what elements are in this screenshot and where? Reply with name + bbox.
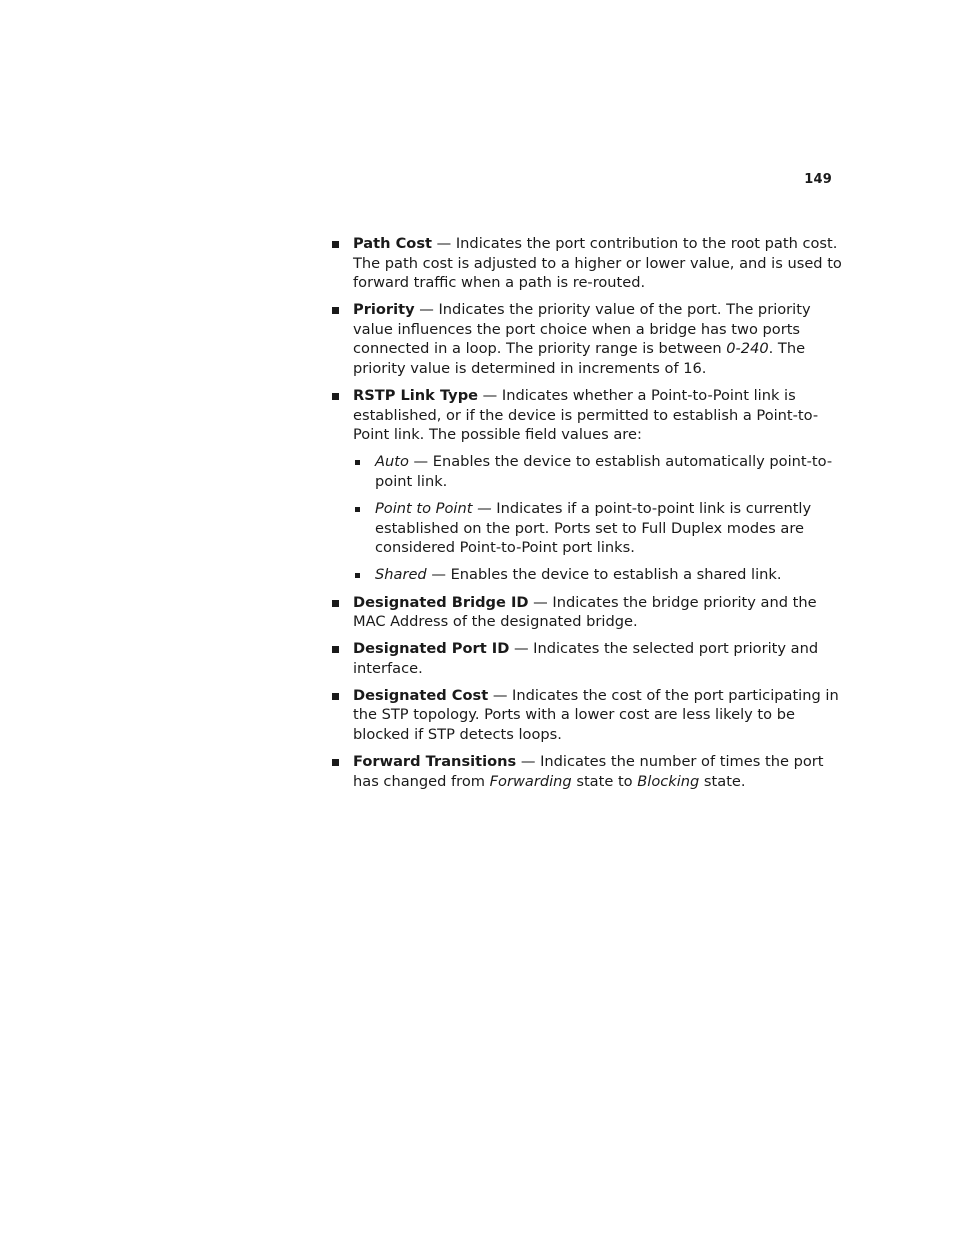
value-label: Auto [375, 453, 409, 471]
list-item-rstp-link-type [353, 386, 845, 585]
small-square-bullet-icon [355, 573, 360, 578]
list-item-designated-cost [353, 686, 845, 745]
priority-range: 0-240 [726, 340, 769, 358]
list-item-designated-bridge-id [353, 593, 845, 632]
value-label: Shared [375, 566, 427, 584]
square-bullet-icon [332, 393, 339, 400]
term-label: Path Cost [353, 235, 432, 252]
square-bullet-icon [332, 241, 339, 248]
term-label: RSTP Link Type [353, 387, 479, 405]
term-description-mid: state to [571, 772, 638, 790]
sub-item-auto [375, 452, 845, 491]
small-square-bullet-icon [355, 507, 360, 512]
value-description: Indicates if a point-to-point link is currently established on the port. Ports set to Full Duplex modes are considered Point-to-Point port links. [375, 500, 812, 557]
term-label: Designated Bridge ID [353, 593, 529, 611]
term-description: — Indicates the number of times the port has changed from [353, 753, 824, 790]
sub-item-shared [375, 565, 845, 585]
list-item-designated-port-id [353, 639, 845, 678]
term-description: — Indicates the cost of the port participating in the STP topology. Ports with a lower cost are less likely to be blocked if STP detects loops. [353, 686, 839, 744]
term-description: — Indicates the port contribution to the root path cost. The path cost is adjusted to a higher or lower value, and is used to forward traffic when a path is re-routed. [353, 235, 842, 292]
value-description: — Enables the device to establish automatically point-to-point link. [375, 453, 833, 491]
term-description: — Indicates the bridge priority and the MAC Address of the designated bridge. [353, 593, 817, 631]
sub-item-point-to-point [375, 499, 845, 558]
square-bullet-icon [332, 693, 339, 700]
field-values-list [375, 452, 845, 585]
state-blocking: Blocking [637, 772, 700, 790]
list-item-forward-transitions [353, 752, 845, 791]
term-label: Designated Port ID [353, 640, 510, 658]
term-description: — Indicates the selected port priority and interface. [353, 640, 819, 677]
list-item-priority [353, 300, 845, 378]
small-square-bullet-icon [355, 460, 360, 465]
list-item-path-cost [353, 234, 845, 293]
term-label: Priority [353, 301, 415, 319]
square-bullet-icon [332, 307, 339, 314]
definition-list [353, 234, 845, 799]
term-description: — Indicates the priority value of the port. The priority value influences the port choice when a bridge has two ports connected in a loop. The priority range is between [353, 301, 811, 358]
term-description-end: state. [699, 772, 746, 790]
page-number: 149 [804, 172, 832, 187]
term-description-end: . The priority value is determined in increments of 16. [353, 340, 806, 378]
square-bullet-icon [332, 600, 339, 607]
square-bullet-icon [332, 759, 339, 766]
value-description: — Enables the device to establish a shared link. [426, 566, 782, 584]
term-description: — Indicates whether a Point-to-Point link is established, or if the device is permitted to establish a Point-to-Point link. The possible field values are: [353, 387, 819, 444]
square-bullet-icon [332, 646, 339, 653]
value-label: Point to Point — [375, 500, 492, 518]
term-label: Forward Transitions [353, 753, 517, 771]
state-forwarding: Forwarding [489, 772, 572, 790]
term-label: Designated Cost [353, 686, 489, 704]
